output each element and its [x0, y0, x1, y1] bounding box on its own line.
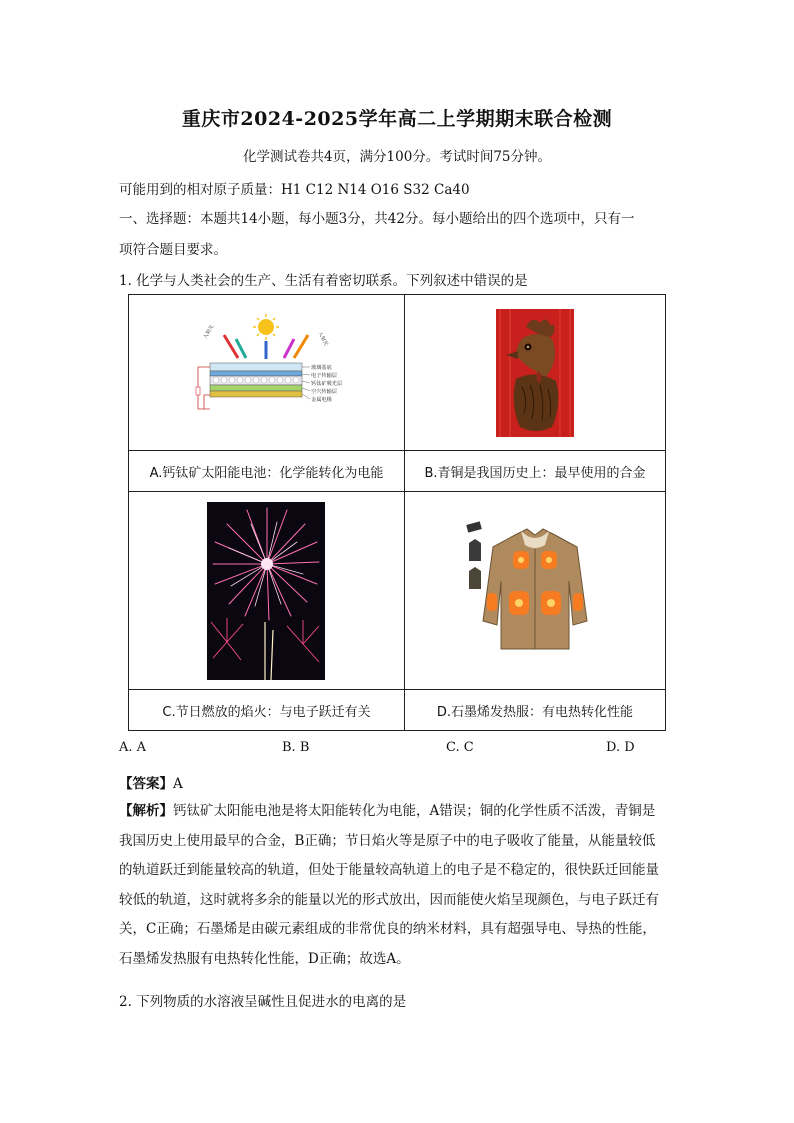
- layer-label-glass: 玻璃基底: [311, 364, 333, 371]
- option-b: B. B: [282, 740, 310, 755]
- layer-label-perovskite: 钙钛矿吸光层: [311, 380, 343, 387]
- cell-c-image: [129, 492, 405, 690]
- answer-value: A: [173, 776, 183, 792]
- sun-icon: [253, 314, 279, 340]
- cell-d-image: [404, 492, 665, 690]
- heated-jacket-image: [465, 521, 605, 661]
- analysis-block: [119, 797, 679, 974]
- ray-label-left: 入射光: [203, 323, 216, 340]
- analysis-line: 石墨烯发热服有电热转化性能，D正确；故选A。: [119, 950, 410, 967]
- answer-label: 【答案】: [119, 776, 173, 792]
- option-c-caption: C.节日燃放的焰火：与电子跃迁有关: [129, 690, 405, 731]
- analysis-line: 的轨道跃迁到能量较高的轨道，但处于能量较高轨道上的电子是不稳定的，很快跃迁回能量: [119, 862, 659, 878]
- option-d-caption: D.石墨烯发热服：有电热转化性能: [404, 690, 665, 731]
- section-heading-line1: 一、选择题：本题共14小题，每小题3分，共42分。每小题给出的四个选项中，只有一: [119, 211, 635, 227]
- analysis-line: 关，C正确；石墨烯是由碳元素组成的非常优良的纳米材料，具有超强导电、导热的性能，: [119, 921, 656, 937]
- perovskite-diagram-image: [176, 313, 356, 433]
- ray-label-right: 入射光: [316, 330, 330, 347]
- page-title: 重庆市2024-2025学年高二上学期期末联合检测: [181, 108, 613, 130]
- layer-label-htl: 空穴传输层: [311, 388, 338, 395]
- cell-b-image: [404, 295, 665, 451]
- atomic-masses: 可能用到的相对原子质量：H1 C12 N14 O16 S32 Ca40: [119, 182, 470, 198]
- answer-line: [119, 772, 183, 792]
- question-1-stem: 1. 化学与人类社会的生产、生活有着密切联系。下列叙述中错误的是: [119, 273, 528, 289]
- option-d: D. D: [606, 740, 635, 755]
- layer-label-electrode: 金属电极: [311, 396, 333, 403]
- fireworks-image: [207, 502, 325, 680]
- section-heading-line2: 项符合题目要求。: [119, 242, 227, 258]
- option-c: C. C: [446, 740, 474, 755]
- bronze-rooster-image: [496, 309, 574, 437]
- analysis-line: 较低的轨道，这时就将多余的能量以光的形式放出，因而能使火焰呈现颜色，与电子跃迁有: [119, 891, 659, 908]
- question-2-stem: 2. 下列物质的水溶液呈碱性且促进水的电离的是: [119, 994, 407, 1010]
- analysis-label: 【解析】: [119, 803, 173, 819]
- cell-a-image: [129, 295, 405, 451]
- analysis-line: 【解析】钙钛矿太阳能电池是将太阳能转化为电能，A错误；铜的化学性质不活泼，青铜是: [119, 803, 656, 819]
- analysis-line: 我国历史上使用最早的合金，B正确；节日焰火等是原子中的电子吸收了能量，从能量较低: [119, 832, 656, 849]
- option-b-caption: B.青铜是我国历史上：最早使用的合金: [404, 451, 665, 492]
- option-a-caption: A.钙钛矿太阳能电池：化学能转化为电能: [129, 451, 405, 492]
- page-subtitle: 化学测试卷共4页，满分100分。考试时间75分钟。: [242, 149, 552, 165]
- layer-label-etl: 电子传输层: [311, 372, 338, 379]
- option-a: A. A: [119, 740, 147, 755]
- question-1-table: [128, 294, 666, 731]
